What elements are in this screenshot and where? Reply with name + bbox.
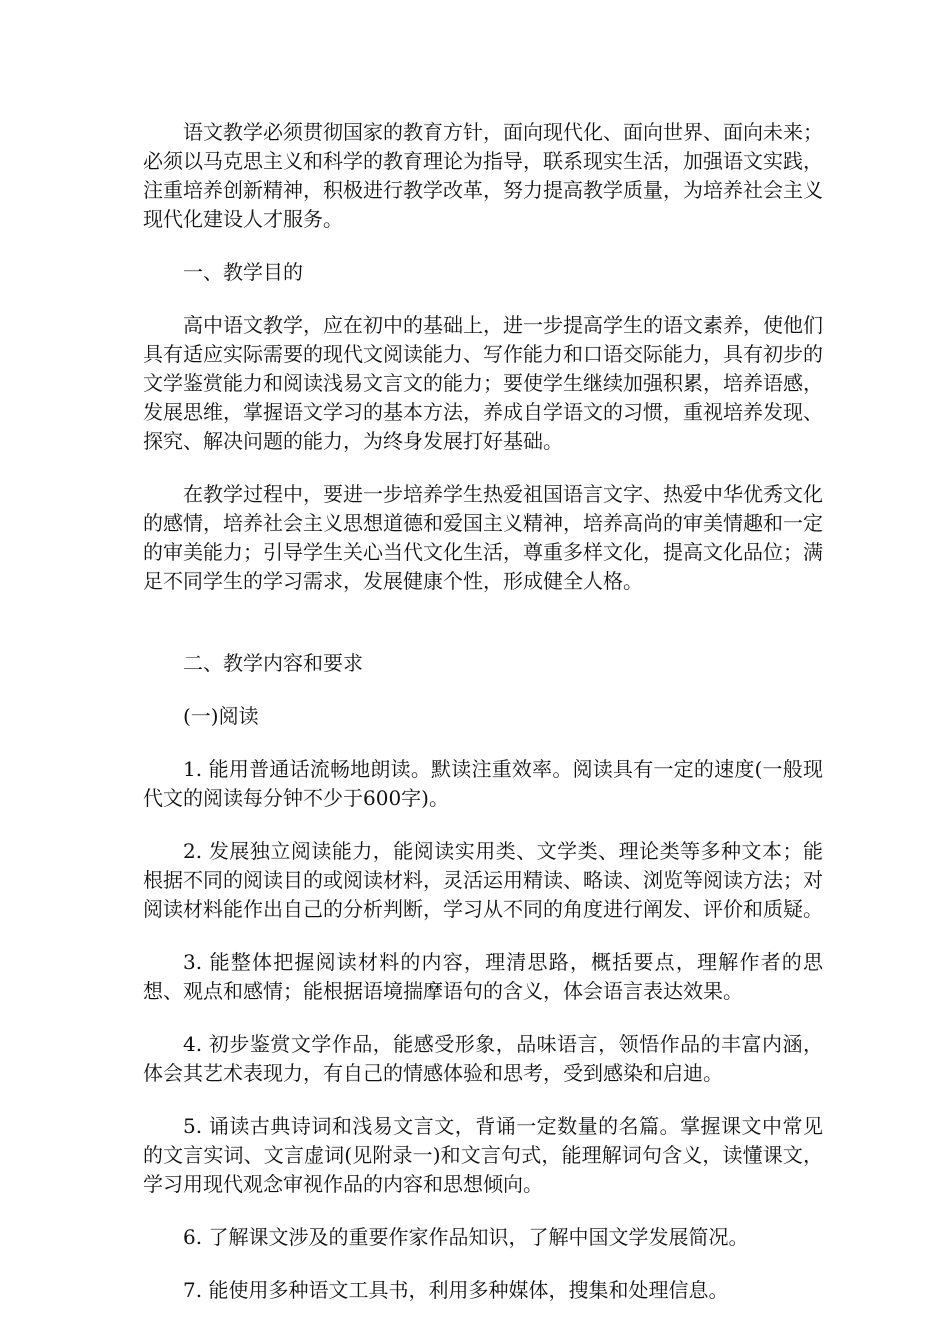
reading-item-5: 5. 诵读古典诗词和浅易文言文，背诵一定数量的名篇。掌握课文中常见的文言实词、文言虚词(见附录一)和文言句式，能理解词句含义，读懂课文，学习用现代观念审视作品的内容和思想倾向。 bbox=[143, 1114, 823, 1196]
section-heading-teaching-goals: 一、教学目的 bbox=[183, 260, 303, 284]
intro-paragraph: 语文教学必须贯彻国家的教育方针，面向现代化、面向世界、面向未来；必须以马克思主义和科学的教育理论为指导，联系现实生活，加强语文实践，注重培养创新精神，积极进行教学改革，努力提高教学质量，为培养社会主义现代化建设人才服务。 bbox=[143, 120, 823, 231]
reading-item-4: 4. 初步鉴赏文学作品，能感受形象，品味语言，领悟作品的丰富内涵，体会其艺术表现力，有自己的情感体验和思考，受到感染和启迪。 bbox=[143, 1032, 823, 1085]
goals-paragraph-2: 在教学过程中，要进一步培养学生热爱祖国语言文字、热爱中华优秀文化的感情，培养社会主义思想道德和爱国主义精神，培养高尚的审美情趣和一定的审美能力；引导学生关心当代文化生活，尊重多样文化，提高文化品位；满足不同学生的学习需求，发展健康个性，形成健全人格。 bbox=[143, 482, 823, 593]
reading-item-2: 2. 发展独立阅读能力，能阅读实用类、文学类、理论类等多种文本；能根据不同的阅读目的或阅读材料，灵活运用精读、略读、浏览等阅读方法；对阅读材料能作出自己的分析判断，学习从不同的角度进行阐发、评价和质疑。 bbox=[143, 839, 823, 921]
reading-item-1: 1. 能用普通话流畅地朗读。默读注重效率。阅读具有一定的速度(一般现代文的阅读每分钟不少于600字)。 bbox=[143, 757, 823, 810]
section-heading-content-requirements: 二、教学内容和要求 bbox=[183, 651, 363, 675]
subheading-reading: (一)阅读 bbox=[183, 704, 259, 728]
goals-paragraph-1: 高中语文教学，应在初中的基础上，进一步提高学生的语文素养，使他们具有适应实际需要的现代文阅读能力、写作能力和口语交际能力，具有初步的文学鉴赏能力和阅读浅易文言文的能力；要使学生继续加强积累，培养语感，发展思维，掌握语文学习的基本方法，养成自学语文的习惯，重视培养发现、探究、解决问题的能力，为终身发展打好基础。 bbox=[143, 313, 823, 453]
document-body bbox=[143, 118, 823, 1305]
reading-item-3: 3. 能整体把握阅读材料的内容，理清思路，概括要点，理解作者的思想、观点和感情；能根据语境揣摩语句的含义，体会语言表达效果。 bbox=[143, 950, 823, 1003]
reading-item-7: 7. 能使用多种语文工具书，利用多种媒体，搜集和处理信息。 bbox=[183, 1278, 729, 1302]
reading-item-6: 6. 了解课文涉及的重要作家作品知识，了解中国文学发展简况。 bbox=[183, 1225, 749, 1249]
